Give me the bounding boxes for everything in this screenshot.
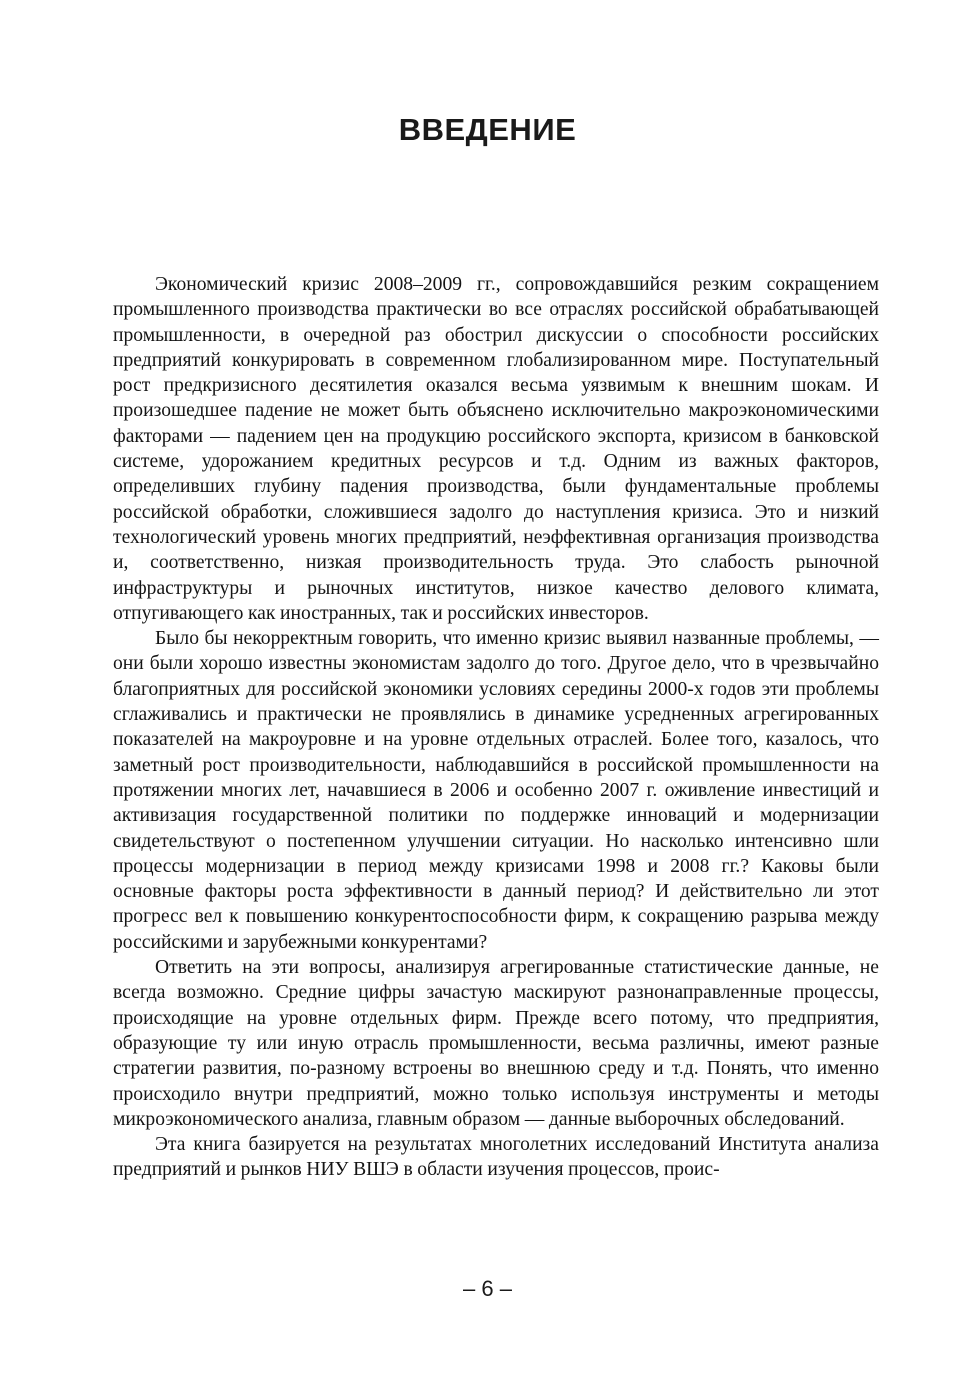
body-text bbox=[113, 272, 879, 1183]
paragraph-3: Ответить на эти вопросы, анализируя агрегированные статистические данные, не всегда возможно. Средние цифры зачастую маскируют разнонаправленные процессы, происходящие на уровне отдельных фирм. Прежде всего потому, что предприятия, образующие ту или иную отрасль промышленности, весьма различны, имеют разные стратегии развития, по-разному встроены во внешнюю среду и т.д. Понять, что именно происходило внутри предприятий, можно только используя инструменты и методы микроэкономического анализа, главным образом — данные выборочных обследований. bbox=[113, 957, 879, 1130]
chapter-heading: ВВЕДЕНИЕ bbox=[398, 112, 577, 147]
paragraph-2: Было бы некорректным говорить, что именно кризис выявил названные проблемы, — они были хорошо известны экономистам задолго до того. Другое дело, что в чрезвычайно благоприятных для российской экономики условиях середины 2000-х годов эти проблемы сглаживались и практически не проявлялись в динамике усредненных агрегированных показателей на макроуровне и на уровне отдельных отраслей. Более того, казалось, что заметный рост производительности, наблюдавшийся в российской промышленности на протяжении многих лет, начавшиеся в 2006 и особенно 2007 г. оживление инвестиций и активизация государственной политики по поддержке инноваций и модернизации свидетельствуют о постепенном улучшении ситуации. Но насколько интенсивно шли процессы модернизации в период между кризисами 1998 и 2008 гг.? Каковы были основные факторы роста эффективности в данный период? И действительно ли этот прогресс вел к повышению конкурентоспособности фирм, к сокращению разрыва между российскими и зарубежными конкурентами? bbox=[113, 628, 879, 953]
paragraph-4: Эта книга базируется на результатах многолетних исследований Института анализа предприятий и рынков НИУ ВШЭ в области изучения процессов, проис- bbox=[113, 1134, 879, 1181]
page-number: – 6 – bbox=[463, 1276, 512, 1301]
paragraph-1: Экономический кризис 2008–2009 гг., сопровождавшийся резким сокращением промышленного производства практически во все отраслях российской обрабатывающей промышленности, в очередной раз обострил дискуссии о способности российских предприятий конкурировать в современном глобализированном мире. Поступательный рост предкризисного десятилетия оказался весьма уязвимым к внешним шокам. И произошедшее падение не может быть объяснено исключительно макроэкономическими факторами — падением цен на продукцию российского экспорта, кризисом в банковской системе, удорожанием кредитных ресурсов и т.д. Одним из важных факторов, определивших глубину падения производства, были фундаментальные проблемы российской обработки, сложившиеся задолго до наступления кризиса. Это и низкий технологический уровень многих предприятий, неэффективная организация производства и, соответственно, низкая производительность труда. Это слабость рыночной инфраструктуры и рыночных институтов, низкое качество делового климата, отпугивающего как иностранных, так и российских инвесторов. bbox=[113, 274, 879, 624]
